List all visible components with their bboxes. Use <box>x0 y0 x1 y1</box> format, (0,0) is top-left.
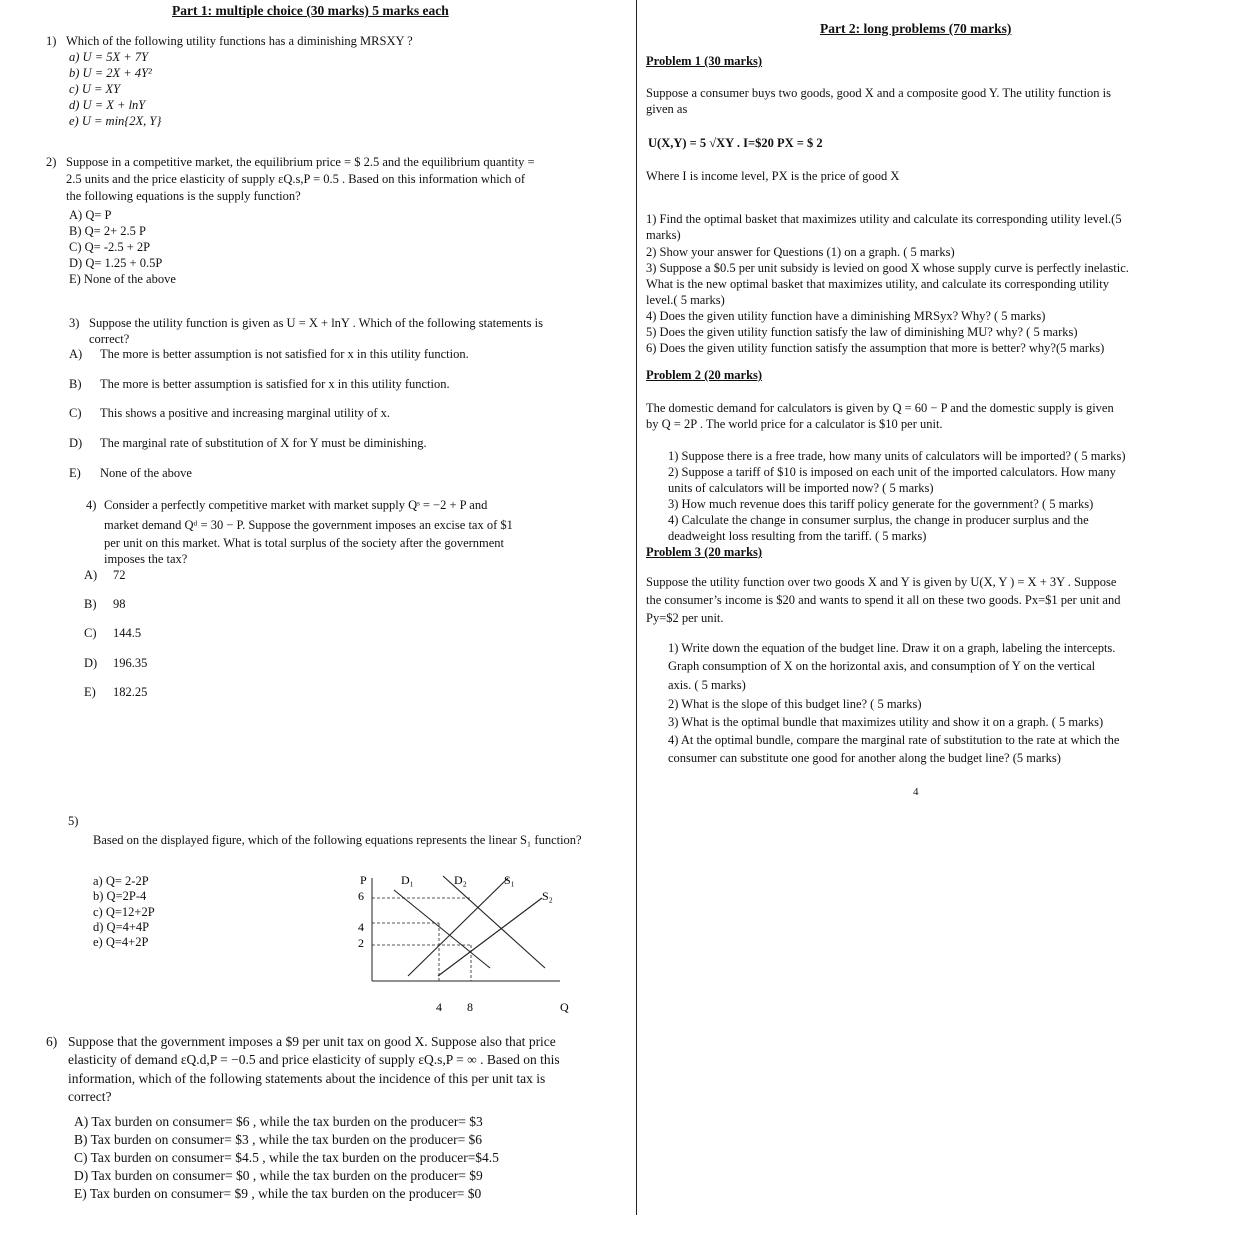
part2-title: Part 2: long problems (70 marks) <box>820 21 1012 36</box>
figure-s2-label: S₂ <box>542 889 553 903</box>
p3-item-4a: 4) At the optimal bundle, compare the marginal rate of substitution to the rate at which the <box>668 733 1120 747</box>
p2-item-4b: deadweight loss resulting from the tariff. ( 5 marks) <box>668 529 927 543</box>
p2-item-4a: 4) Calculate the change in consumer surplus, the change in producer surplus and the <box>668 513 1089 527</box>
q3-option-c-letter: C) <box>69 406 82 420</box>
q4-number: 4) <box>86 498 97 512</box>
q4-option-c-letter: C) <box>84 626 97 640</box>
q2-option-b: B) Q= 2+ 2.5 P <box>69 224 146 238</box>
q5-option-b: b) Q=2P-4 <box>93 889 147 903</box>
q2-number: 2) <box>46 155 57 169</box>
p2-item-1: 1) Suppose there is a free trade, how many units of calculators will be imported? ( 5 marks) <box>668 449 1126 463</box>
q6-option-e: E) Tax burden on consumer= $9 , while the tax burden on the producer= $0 <box>74 1186 482 1201</box>
q5-option-d: d) Q=4+4P <box>93 920 150 934</box>
p2-intro-2: by Q = 2P . The world price for a calculator is $10 per unit. <box>646 417 943 431</box>
q1-option-e: e) U = min{2X, Y} <box>69 114 162 128</box>
q3-option-b-letter: B) <box>69 377 82 391</box>
p2-title: Problem 2 (20 marks) <box>646 368 763 382</box>
q3-option-e-letter: E) <box>69 466 81 480</box>
q1-option-c: c) U = XY <box>69 82 121 96</box>
p3-item-2: 2) What is the slope of this budget line? ( 5 marks) <box>668 697 922 711</box>
p3-item-1c: axis. ( 5 marks) <box>668 678 746 692</box>
p2-item-3: 3) How much revenue does this tariff policy generate for the government? ( 5 marks) <box>668 497 1094 511</box>
figure-y6-label: 6 <box>358 889 364 903</box>
figure-y4-label: 4 <box>358 920 364 934</box>
p1-item-3b: What is the new optimal basket that maximizes utility, and calculate its corresponding utility <box>646 277 1109 291</box>
q6-line-1: Suppose that the government imposes a $9 per unit tax on good X. Suppose also that price <box>68 1034 556 1049</box>
p2-intro-1: The domestic demand for calculators is given by Q = 60 − P and the domestic supply is given <box>646 401 1114 415</box>
figure-d2-curve <box>443 876 545 968</box>
q5-option-c: c) Q=12+2P <box>93 905 155 919</box>
figure-d1-curve <box>394 890 490 968</box>
q4-line-3: per unit on this market. What is total surplus of the society after the government <box>104 536 505 550</box>
q6-option-c: C) Tax burden on consumer= $4.5 , while the tax burden on the producer=$4.5 <box>74 1150 499 1165</box>
figure-x8-label: 8 <box>467 1000 473 1014</box>
figure-s2-curve <box>438 898 542 976</box>
q2-option-e: E) None of the above <box>69 272 176 286</box>
p1-intro-2: given as <box>646 102 688 116</box>
p1-title: Problem 1 (30 marks) <box>646 54 763 68</box>
q1-text: Which of the following utility functions has a diminishing MRSXY ? <box>66 34 413 48</box>
page-number: 4 <box>913 786 919 798</box>
q4-option-a-letter: A) <box>84 568 98 582</box>
q2-option-d: D) Q= 1.25 + 0.5P <box>69 256 163 270</box>
q4-option-b-text: 98 <box>113 597 126 611</box>
q4-option-e-text: 182.25 <box>113 685 148 699</box>
p3-intro-3: Py=$2 per unit. <box>646 611 724 625</box>
p3-title: Problem 3 (20 marks) <box>646 545 763 559</box>
p2-item-2b: units of calculators will be imported now? ( 5 marks) <box>668 481 934 495</box>
part1-title: Part 1: multiple choice (30 marks) 5 marks each <box>172 3 449 18</box>
column-divider <box>636 0 637 1215</box>
q5-option-a: a) Q= 2-2P <box>93 874 149 888</box>
q6-option-d: D) Tax burden on consumer= $0 , while the tax burden on the producer= $9 <box>74 1168 483 1183</box>
figure-q-label: Q <box>560 1000 569 1014</box>
q5-number: 5) <box>68 814 79 828</box>
q5-option-e: e) Q=4+2P <box>93 935 149 949</box>
q4-option-d-text: 196.35 <box>113 656 148 670</box>
figure-s1-label: S₁ <box>504 873 515 887</box>
p2-item-2a: 2) Suppose a tariff of $10 is imposed on each unit of the imported calculators. How many <box>668 465 1116 479</box>
q3-line-1: Suppose the utility function is given as U = X + lnY . Which of the following statements is <box>89 316 543 330</box>
p3-item-3: 3) What is the optimal bundle that maximizes utility and show it on a graph. ( 5 marks) <box>668 715 1104 729</box>
figure-y2-label: 2 <box>358 936 364 950</box>
q4-option-e-letter: E) <box>84 685 96 699</box>
p1-item-5: 5) Does the given utility function satisfy the law of diminishing MU? why? ( 5 marks) <box>646 325 1078 339</box>
q4-line-2: market demand Qᵈ = 30 − P. Suppose the government imposes an excise tax of $1 <box>104 518 513 532</box>
q1-option-b: b) U = 2X + 4Y² <box>69 66 152 80</box>
q3-line-2: correct? <box>89 332 130 346</box>
q4-option-a-text: 72 <box>113 568 126 582</box>
q3-option-a-letter: A) <box>69 347 83 361</box>
supply-demand-figure <box>350 868 590 1018</box>
p3-intro-2: the consumer’s income is $20 and wants to spend it all on these two goods. Px=$1 per unit and <box>646 593 1121 607</box>
p1-item-6: 6) Does the given utility function satisfy the assumption that more is better? why?(5 marks) <box>646 341 1105 355</box>
q4-line-4: imposes the tax? <box>104 552 188 566</box>
q1-option-d: d) U = X + lnY <box>69 98 146 112</box>
q1-number: 1) <box>46 34 57 48</box>
figure-x4-label: 4 <box>436 1000 442 1014</box>
q3-option-e-text: None of the above <box>100 466 192 480</box>
figure-d1-label: D₁ <box>401 873 414 887</box>
q4-option-d-letter: D) <box>84 656 98 670</box>
q3-option-b-text: The more is better assumption is satisfied for x in this utility function. <box>100 377 450 391</box>
p1-intro-1: Suppose a consumer buys two goods, good X and a composite good Y. The utility function is <box>646 86 1112 100</box>
q3-option-c-text: This shows a positive and increasing marginal utility of x. <box>100 406 391 420</box>
q1-option-a: a) U = 5X + 7Y <box>69 50 149 64</box>
q6-number: 6) <box>46 1034 58 1049</box>
p1-item-2: 2) Show your answer for Questions (1) on a graph. ( 5 marks) <box>646 245 955 259</box>
q4-line-1: Consider a perfectly competitive market with market supply Qˢ = −2 + P and <box>104 498 488 512</box>
figure-p-label: P <box>360 873 367 887</box>
q4-option-b-letter: B) <box>84 597 97 611</box>
q6-line-4: correct? <box>68 1089 112 1104</box>
q3-option-d-text: The marginal rate of substitution of X for Y must be diminishing. <box>100 436 427 450</box>
p3-item-1b: Graph consumption of X on the horizontal axis, and consumption of Y on the vertical <box>668 659 1096 673</box>
p1-formula: U(X,Y) = 5 √XY . I=$20 PX = $ 2 <box>648 136 823 150</box>
q3-option-d-letter: D) <box>69 436 83 450</box>
q2-line-3: the following equations is the supply function? <box>66 189 301 203</box>
q6-option-b: B) Tax burden on consumer= $3 , while the tax burden on the producer= $6 <box>74 1132 483 1147</box>
q5-text: Based on the displayed figure, which of the following equations represents the linear S₁ function? <box>93 833 582 847</box>
p1-where: Where I is income level, PX is the price of good X <box>646 169 900 183</box>
p3-item-4b: consumer can substitute one good for another along the budget line? (5 marks) <box>668 751 1061 765</box>
p3-item-1a: 1) Write down the equation of the budget line. Draw it on a graph, labeling the intercepts. <box>668 641 1116 655</box>
q6-line-2: elasticity of demand εQ.d,P = −0.5 and price elasticity of supply εQ.s,P = ∞ . Based on this <box>68 1052 560 1067</box>
p3-intro-1: Suppose the utility function over two goods X and Y is given by U(X, Y ) = X + 3Y . Suppose <box>646 575 1117 589</box>
p1-item-3a: 3) Suppose a $0.5 per unit subsidy is levied on good X whose supply curve is perfectly inelastic. <box>646 261 1129 275</box>
p1-item-3c: level.( 5 marks) <box>646 293 725 307</box>
p1-item-1b: marks) <box>646 228 681 242</box>
q6-option-a: A) Tax burden on consumer= $6 , while the tax burden on the producer= $3 <box>74 1114 483 1129</box>
p1-item-4: 4) Does the given utility function have a diminishing MRSyx? Why? ( 5 marks) <box>646 309 1046 323</box>
q3-option-a-text: The more is better assumption is not satisfied for x in this utility function. <box>100 347 469 361</box>
p1-item-1a: 1) Find the optimal basket that maximizes utility and calculate its corresponding utility level.(5 <box>646 212 1122 226</box>
q2-line-2: 2.5 units and the price elasticity of supply εQ.s,P = 0.5 . Based on this information which of <box>66 172 525 186</box>
q2-option-a: A) Q= P <box>69 208 112 222</box>
q2-option-c: C) Q= -2.5 + 2P <box>69 240 151 254</box>
q6-line-3: information, which of the following statements about the incidence of this per unit tax is <box>68 1071 546 1086</box>
q3-number: 3) <box>69 316 80 330</box>
q2-line-1: Suppose in a competitive market, the equilibrium price = $ 2.5 and the equilibrium quantity = <box>66 155 535 169</box>
figure-d2-label: D₂ <box>454 873 467 887</box>
q4-option-c-text: 144.5 <box>113 626 142 640</box>
